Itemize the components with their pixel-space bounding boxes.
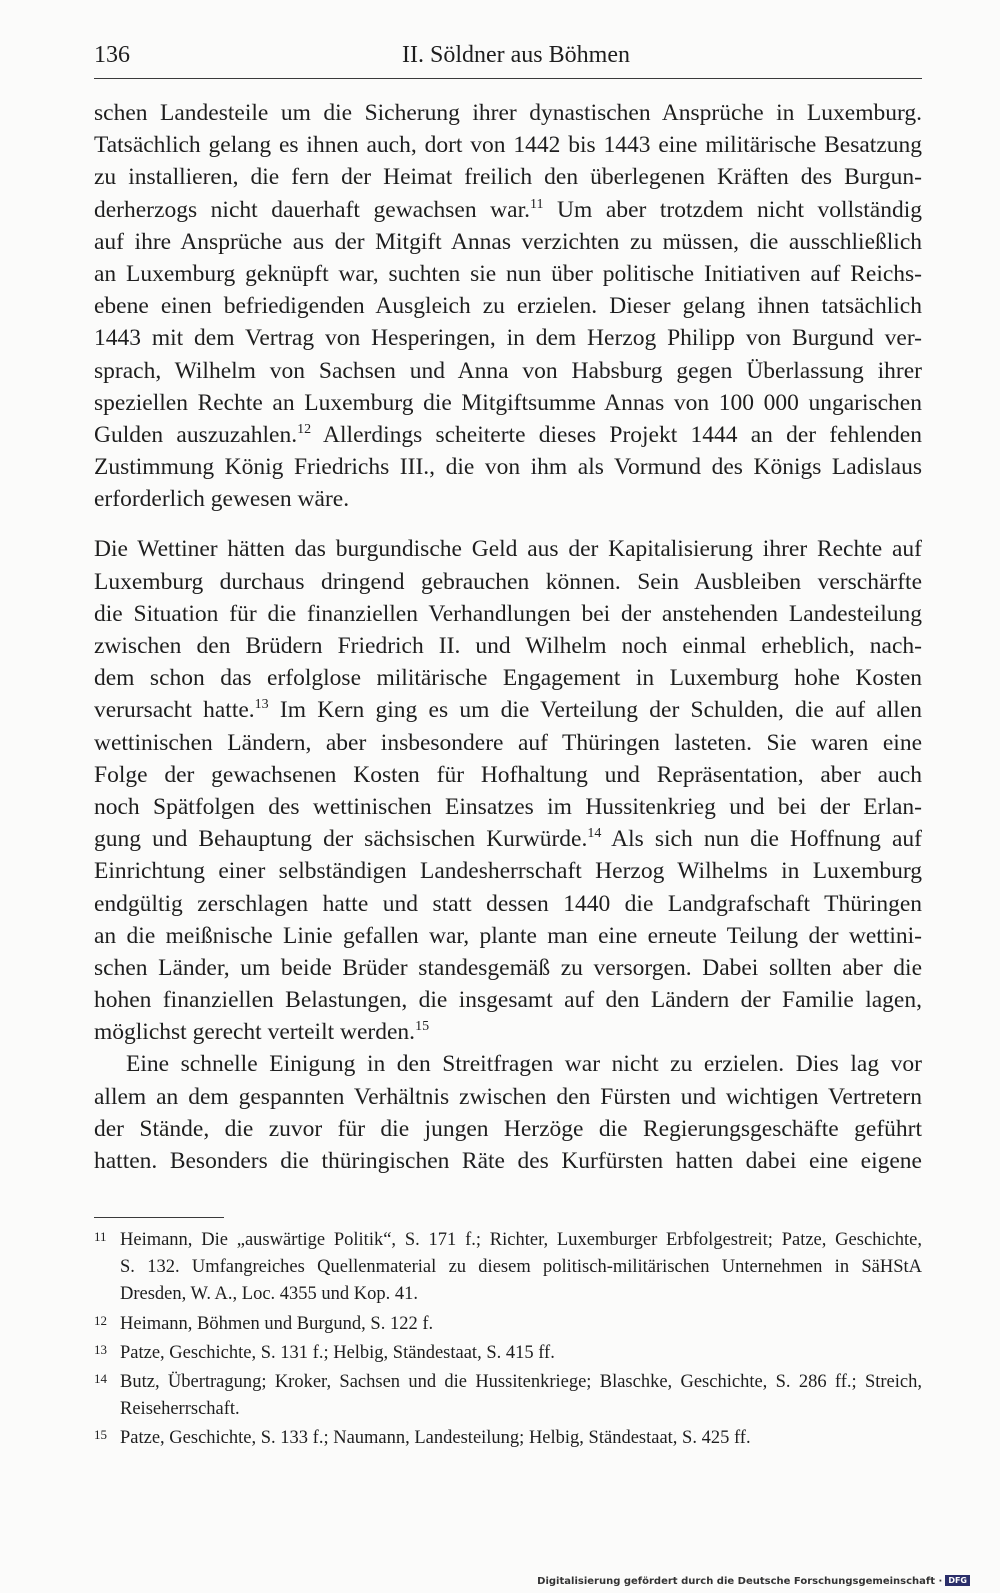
text-line: erforderlich gewesen wäre. <box>94 486 350 513</box>
footnote-15 <box>94 1425 922 1452</box>
footnote-line <box>94 1311 922 1338</box>
paragraph-3 <box>94 1048 922 1177</box>
text-line: 1443 mit dem Vertrag von Hesperingen, in dem Herzog Philipp von Burgund ver- <box>94 325 922 352</box>
text-line <box>94 823 922 855</box>
page-header <box>94 40 922 79</box>
footnote-text: Heimann, Die „auswärtige Politik“, S. 171 f.; Richter, Luxemburger Erbfolgestreit; Patze, Geschichte, <box>120 1230 922 1250</box>
text-line <box>94 419 922 451</box>
footnote-11 <box>94 1227 922 1309</box>
text-line: an Luxemburg geknüpft war, suchten sie nun über politische Initiativen auf Reichs- <box>94 260 922 287</box>
text-segment: Allerdings scheiterte dieses Projekt 1444 an der fehlenden <box>311 421 922 448</box>
text-line: zu installieren, die fern der Heimat freilich den überlegenen Kräften des Burgun- <box>94 164 922 191</box>
credit-text: Digitalisierung gefördert durch die Deutsche Forschungsgemeinschaft · <box>537 1576 943 1587</box>
footnote-line: S. 132. Umfangreiches Quellenmaterial zu diesem politisch-militärischen Unternehmen in SäHStA <box>120 1257 922 1278</box>
text-line: Eine schnelle Einigung in den Streitfragen war nicht zu erzielen. Dies lag vor <box>126 1051 922 1078</box>
running-head: II. Söldner aus Böhmen <box>402 42 630 68</box>
text-line: Folge der gewachsenen Kosten für Hofhaltung und Repräsentation, aber auch <box>94 761 922 788</box>
text-line: allem an dem gespannten Verhältnis zwischen den Fürsten und wichtigen Vertretern <box>94 1083 922 1110</box>
text-segment: Als sich nun die Hoffnung auf <box>601 826 923 853</box>
footnote-14 <box>94 1369 922 1423</box>
footnote-13 <box>94 1340 922 1367</box>
text-line: die Situation für die finanziellen Verhandlungen bei der anstehenden Landesteilung <box>94 600 922 627</box>
text-line: schen Länder, um beide Brüder standesgemäß zu versorgen. Dabei sollten aber die <box>94 954 922 981</box>
footnote-ref-15[interactable]: 15 <box>415 1019 430 1035</box>
text-line <box>94 194 922 226</box>
text-line: Zustimmung König Friedrichs III., die von ihm als Vormund des Königs Ladislaus <box>94 454 922 481</box>
text-line: Tatsächlich gelang es ihnen auch, dort von 1442 bis 1443 eine militärische Besatzung <box>94 132 922 159</box>
footnote-line: Dresden, W. A., Loc. 4355 und Kop. 41. <box>120 1284 419 1305</box>
digitization-credit <box>537 1575 970 1587</box>
footnote-text: Patze, Geschichte, S. 133 f.; Naumann, Landesteilung; Helbig, Ständestaat, S. 425 ff. <box>120 1428 751 1449</box>
text-line: wettinischen Ländern, aber insbesondere auf Thüringen lasteten. Sie waren eine <box>94 729 922 756</box>
text-line: endgültig zerschlagen hatte und statt dessen 1440 die Landgrafschaft Thüringen <box>94 890 922 917</box>
footnote-line: Reiseherrschaft. <box>120 1399 240 1420</box>
text-line: hatten. Besonders die thüringischen Räte des Kurfürsten hatten dabei eine eigene <box>94 1148 922 1174</box>
footnote-text: Patze, Geschichte, S. 131 f.; Helbig, Ständestaat, S. 415 ff. <box>120 1342 555 1363</box>
dfg-logo: DFG <box>945 1575 970 1586</box>
footnote-number: 13 <box>94 1341 107 1357</box>
footnote-number: 11 <box>94 1229 107 1244</box>
text-segment: verursacht hatte. <box>94 697 255 724</box>
text-line: sprach, Wilhelm von Sachsen und Anna von Habsburg gegen Überlassung ihrer <box>94 357 922 384</box>
text-line: speziellen Rechte an Luxemburg die Mitgiftsumme Annas von 100 000 ungarischen <box>94 389 922 416</box>
footnote-line <box>94 1369 922 1396</box>
footnote-text: Heimann, Böhmen und Burgund, S. 122 f. <box>120 1313 434 1334</box>
footnote-number: 12 <box>94 1312 107 1328</box>
text-line <box>94 694 922 726</box>
text-line: der Stände, die zuvor für die jungen Herzöge die Regierungsgeschäfte geführt <box>94 1115 922 1142</box>
footnote-line <box>94 1340 922 1367</box>
text-line: Einrichtung einer selbständigen Landesherrschaft Herzog Wilhelms in Luxemburg <box>94 858 922 885</box>
text-line: an die meißnische Linie gefallen war, plante man eine erneute Teilung der wettini- <box>94 922 922 949</box>
text-line <box>94 1016 922 1048</box>
page-number: 136 <box>94 42 130 68</box>
footnote-ref-11[interactable]: 11 <box>530 196 544 212</box>
footnote-number: 15 <box>94 1427 107 1443</box>
footnotes <box>94 1227 922 1455</box>
footnote-number: 14 <box>94 1370 107 1386</box>
text-line: hohen finanziellen Belastungen, die insgesamt auf den Ländern der Familie lagen, <box>94 987 922 1014</box>
text-line: zwischen den Brüdern Friedrich II. und Wilhelm noch einmal erheblich, nach- <box>94 633 922 659</box>
text-line: noch Spätfolgen des wettinischen Einsatzes im Hussitenkrieg und bei der Erlan- <box>94 793 922 820</box>
footnote-ref-14[interactable]: 14 <box>587 826 602 842</box>
footnote-text: Butz, Übertragung; Kroker, Sachsen und die Hussitenkriege; Blaschke, Geschichte, S. 286 ff.; Streich, <box>120 1371 922 1392</box>
paragraph-2 <box>94 533 922 1048</box>
footnote-line <box>94 1227 922 1254</box>
text-segment: Im Kern ging es um die Verteilung der Schulden, die auf allen <box>268 697 922 724</box>
text-line: schen Landesteile um die Sicherung ihrer dynastischen Ansprüche in Luxemburg. <box>94 100 922 126</box>
footnote-ref-13[interactable]: 13 <box>254 697 269 713</box>
text-line: auf ihre Ansprüche aus der Mitgift Annas verzichten zu müssen, die ausschließlich <box>94 228 922 255</box>
text-segment: Um aber trotzdem nicht vollständig <box>543 196 922 223</box>
footnote-rule <box>94 1217 224 1218</box>
text-segment: derherzogs nicht dauerhaft gewachsen war. <box>94 196 530 223</box>
footnote-line <box>94 1425 922 1452</box>
paragraph-gap <box>94 515 922 533</box>
text-line: Luxemburg durchaus dringend gebrauchen können. Sein Ausbleiben verschärfte <box>94 568 922 595</box>
paragraph-1 <box>94 97 922 515</box>
text-line: Die Wettiner hätten das burgundische Geld aus der Kapitalisierung ihrer Rechte auf <box>94 536 922 563</box>
text-segment: gung und Behauptung der sächsischen Kurwürde. <box>94 826 588 853</box>
footnote-ref-12[interactable]: 12 <box>297 421 312 437</box>
footnote-12 <box>94 1311 922 1338</box>
main-text <box>94 97 922 1177</box>
text-segment: Gulden auszuzahlen. <box>94 421 298 448</box>
text-line: ebene einen befriedigenden Ausgleich zu erzielen. Dieser gelang ihnen tatsächlich <box>94 293 922 320</box>
text-line: dem schon das erfolglose militärische Engagement in Luxemburg hohe Kosten <box>94 665 922 692</box>
text-segment: möglichst gerecht verteilt werden. <box>94 1019 416 1046</box>
